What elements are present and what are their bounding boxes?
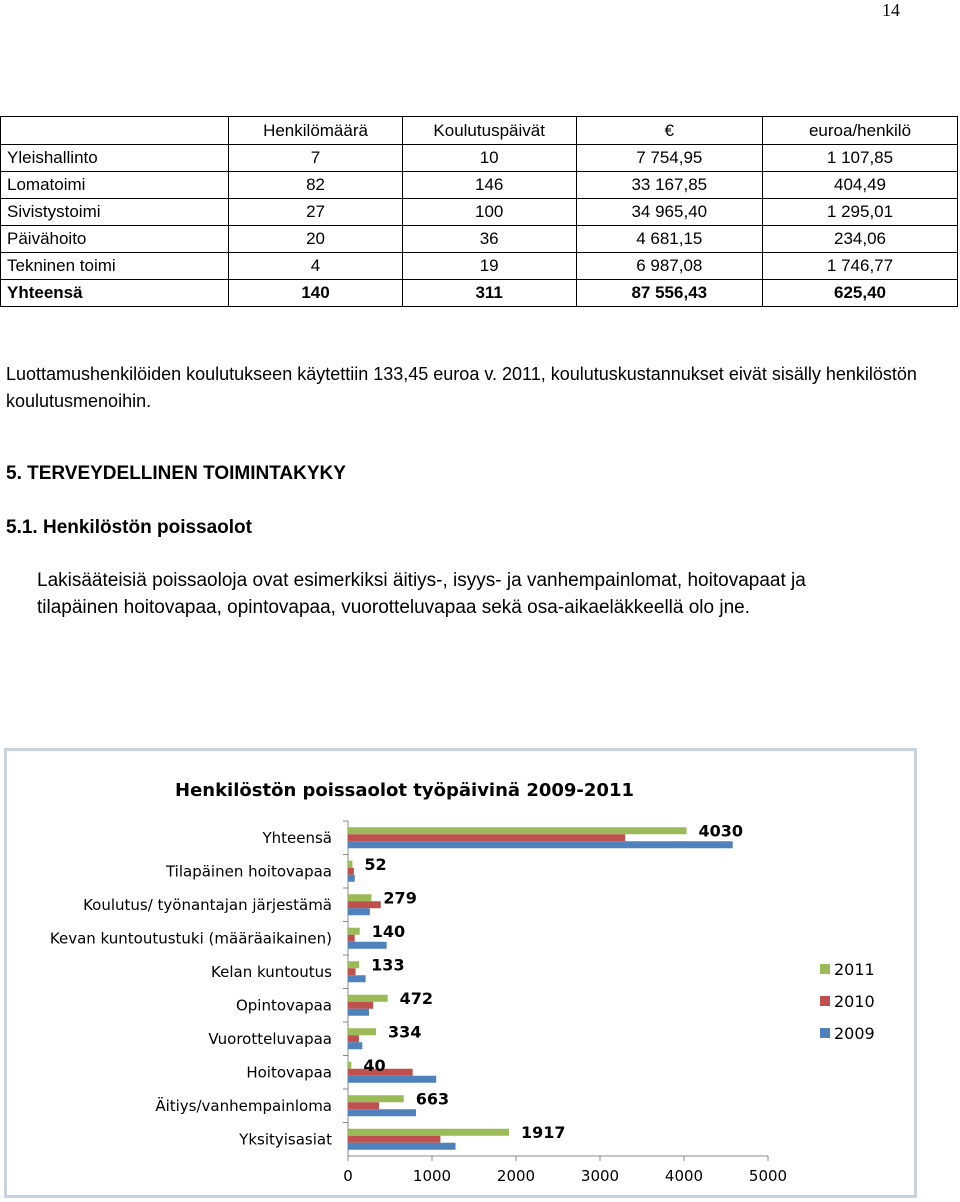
bar-2011 bbox=[348, 928, 360, 935]
category-label: Yhteensä bbox=[262, 828, 332, 847]
bar-2009 bbox=[348, 908, 370, 915]
bar-2011 bbox=[348, 861, 352, 868]
table-cell: Henkilömäärä bbox=[229, 117, 403, 145]
bar-2009 bbox=[348, 1042, 362, 1049]
table-cell: 82 bbox=[229, 172, 403, 199]
bar-2010 bbox=[348, 1002, 373, 1009]
absence-description: Lakisääteisiä poissaoloja ovat esimerkiksi äitiys-, isyys- ja vanhempainlomat, hoitovapaat ja tilapäinen hoitovapaa, opintovapaa, vuorotteluvapaa sekä osa-aikaeläkkeellä olo jne. bbox=[37, 570, 806, 618]
legend-label: 2011 bbox=[834, 960, 875, 979]
data-label: 133 bbox=[371, 955, 405, 975]
x-tick-label: 2000 bbox=[496, 1167, 536, 1185]
table-cell: 7 bbox=[229, 145, 403, 172]
table-cell: 404,49 bbox=[763, 172, 958, 199]
table-cell: 140 bbox=[229, 280, 403, 307]
category-label: Opintovapaa bbox=[235, 996, 332, 1015]
trustee-training-note: Luottamushenkilöiden koulutukseen käytettiin 133,45 euroa v. 2011, koulutuskustannukset eivät sisälly henkilöstön koulutusmenoihin. bbox=[6, 364, 917, 411]
table-cell: 311 bbox=[402, 280, 576, 307]
bar-2009 bbox=[348, 875, 355, 882]
data-label: 663 bbox=[415, 1089, 450, 1109]
table-row bbox=[1, 199, 958, 226]
bar-2010 bbox=[348, 1136, 440, 1143]
x-tick-label: 4000 bbox=[664, 1167, 704, 1185]
section-heading: 5. TERVEYDELLINEN TOIMINTAKYKY bbox=[6, 463, 346, 484]
training-cost-table bbox=[0, 116, 958, 307]
bar-2011 bbox=[348, 995, 388, 1002]
page-number: 14 bbox=[882, 0, 900, 20]
data-label: 334 bbox=[388, 1022, 422, 1042]
x-tick-label: 0 bbox=[343, 1167, 353, 1185]
absence-chart bbox=[4, 748, 917, 1198]
table-cell: 100 bbox=[402, 199, 576, 226]
category-label: Vuorotteluvapaa bbox=[208, 1029, 332, 1048]
table-cell: Päivähoito bbox=[1, 226, 229, 253]
table-cell: Tekninen toimi bbox=[1, 253, 229, 280]
bar-2011 bbox=[348, 1129, 509, 1136]
absence-chart-svg bbox=[7, 751, 914, 1195]
bar-2009 bbox=[348, 1009, 369, 1016]
table-cell: 4 681,15 bbox=[576, 226, 762, 253]
table-cell: 87 556,43 bbox=[576, 280, 762, 307]
bar-2010 bbox=[348, 1102, 379, 1109]
legend-swatch-2011 bbox=[820, 964, 830, 974]
table-cell: 19 bbox=[402, 253, 576, 280]
table-cell: Yhteensä bbox=[1, 280, 229, 307]
bar-2010 bbox=[348, 901, 381, 908]
table-cell: 146 bbox=[402, 172, 576, 199]
x-tick-label: 1000 bbox=[412, 1167, 452, 1185]
bar-2009 bbox=[348, 1143, 456, 1150]
category-label: Yksityisasiat bbox=[239, 1130, 332, 1149]
data-label: 4030 bbox=[698, 821, 744, 841]
bar-2010 bbox=[348, 834, 625, 841]
chart-title: Henkilöstön poissaolot työpäivinä 2009-2011 bbox=[175, 780, 634, 801]
table-cell: 625,40 bbox=[763, 280, 958, 307]
bar-2009 bbox=[348, 1109, 416, 1116]
table-cell: 1 295,01 bbox=[763, 199, 958, 226]
x-tick-label: 5000 bbox=[748, 1167, 788, 1185]
bar-2011 bbox=[348, 1095, 404, 1102]
category-label: Koulutus/ työnantajan järjestämä bbox=[83, 895, 332, 914]
category-label: Tilapäinen hoitovapaa bbox=[165, 862, 332, 881]
table-row bbox=[1, 253, 958, 280]
table-cell: Sivistystoimi bbox=[1, 199, 229, 226]
legend-swatch-2009 bbox=[820, 1028, 830, 1038]
category-label: Kelan kuntoutus bbox=[211, 962, 332, 981]
table-cell: 7 754,95 bbox=[576, 145, 762, 172]
category-label: Kevan kuntoutustuki (määräaikainen) bbox=[49, 929, 332, 948]
bar-2011 bbox=[348, 894, 371, 901]
table-cell: 6 987,08 bbox=[576, 253, 762, 280]
table-cell: € bbox=[576, 117, 762, 145]
table-cell: 27 bbox=[229, 199, 403, 226]
bar-2011 bbox=[348, 961, 359, 968]
bar-2009 bbox=[348, 975, 366, 982]
table-row bbox=[1, 172, 958, 199]
bar-2010 bbox=[348, 968, 356, 975]
table-cell: Koulutuspäivät bbox=[402, 117, 576, 145]
bar-2010 bbox=[348, 868, 354, 875]
data-label: 1917 bbox=[521, 1122, 566, 1142]
table-cell: Yleishallinto bbox=[1, 145, 229, 172]
table-total-row bbox=[1, 280, 958, 307]
table-cell: Lomatoimi bbox=[1, 172, 229, 199]
table-cell: 33 167,85 bbox=[576, 172, 762, 199]
data-label: 279 bbox=[383, 888, 417, 908]
category-label: Äitiys/vanhempainloma bbox=[155, 1096, 332, 1115]
data-label: 140 bbox=[371, 921, 406, 941]
table-cell bbox=[1, 117, 229, 145]
table-row bbox=[1, 226, 958, 253]
table-cell: 34 965,40 bbox=[576, 199, 762, 226]
table-row bbox=[1, 145, 958, 172]
bar-2010 bbox=[348, 935, 355, 942]
bar-2010 bbox=[348, 1035, 359, 1042]
bar-2011 bbox=[348, 1028, 376, 1035]
bar-2009 bbox=[348, 841, 733, 848]
category-label: Hoitovapaa bbox=[246, 1063, 332, 1082]
subsection-heading: 5.1. Henkilöstön poissaolot bbox=[6, 517, 252, 538]
bar-2011 bbox=[348, 827, 687, 834]
table-cell: 4 bbox=[229, 253, 403, 280]
legend-label: 2010 bbox=[834, 992, 875, 1011]
table-cell: 20 bbox=[229, 226, 403, 253]
legend-swatch-2010 bbox=[820, 996, 830, 1006]
bar-2009 bbox=[348, 1076, 436, 1083]
x-tick-label: 3000 bbox=[580, 1167, 620, 1185]
data-label: 40 bbox=[363, 1055, 386, 1075]
table-cell: euroa/henkilö bbox=[763, 117, 958, 145]
table-cell: 10 bbox=[402, 145, 576, 172]
bar-2011 bbox=[348, 1062, 351, 1069]
table-header-row bbox=[1, 117, 958, 145]
table-cell: 36 bbox=[402, 226, 576, 253]
table-cell: 1 107,85 bbox=[763, 145, 958, 172]
legend-label: 2009 bbox=[834, 1024, 875, 1043]
table-cell: 1 746,77 bbox=[763, 253, 958, 280]
table-cell: 234,06 bbox=[763, 226, 958, 253]
bar-2009 bbox=[348, 942, 387, 949]
data-label: 52 bbox=[364, 854, 387, 874]
data-label: 472 bbox=[399, 988, 434, 1008]
